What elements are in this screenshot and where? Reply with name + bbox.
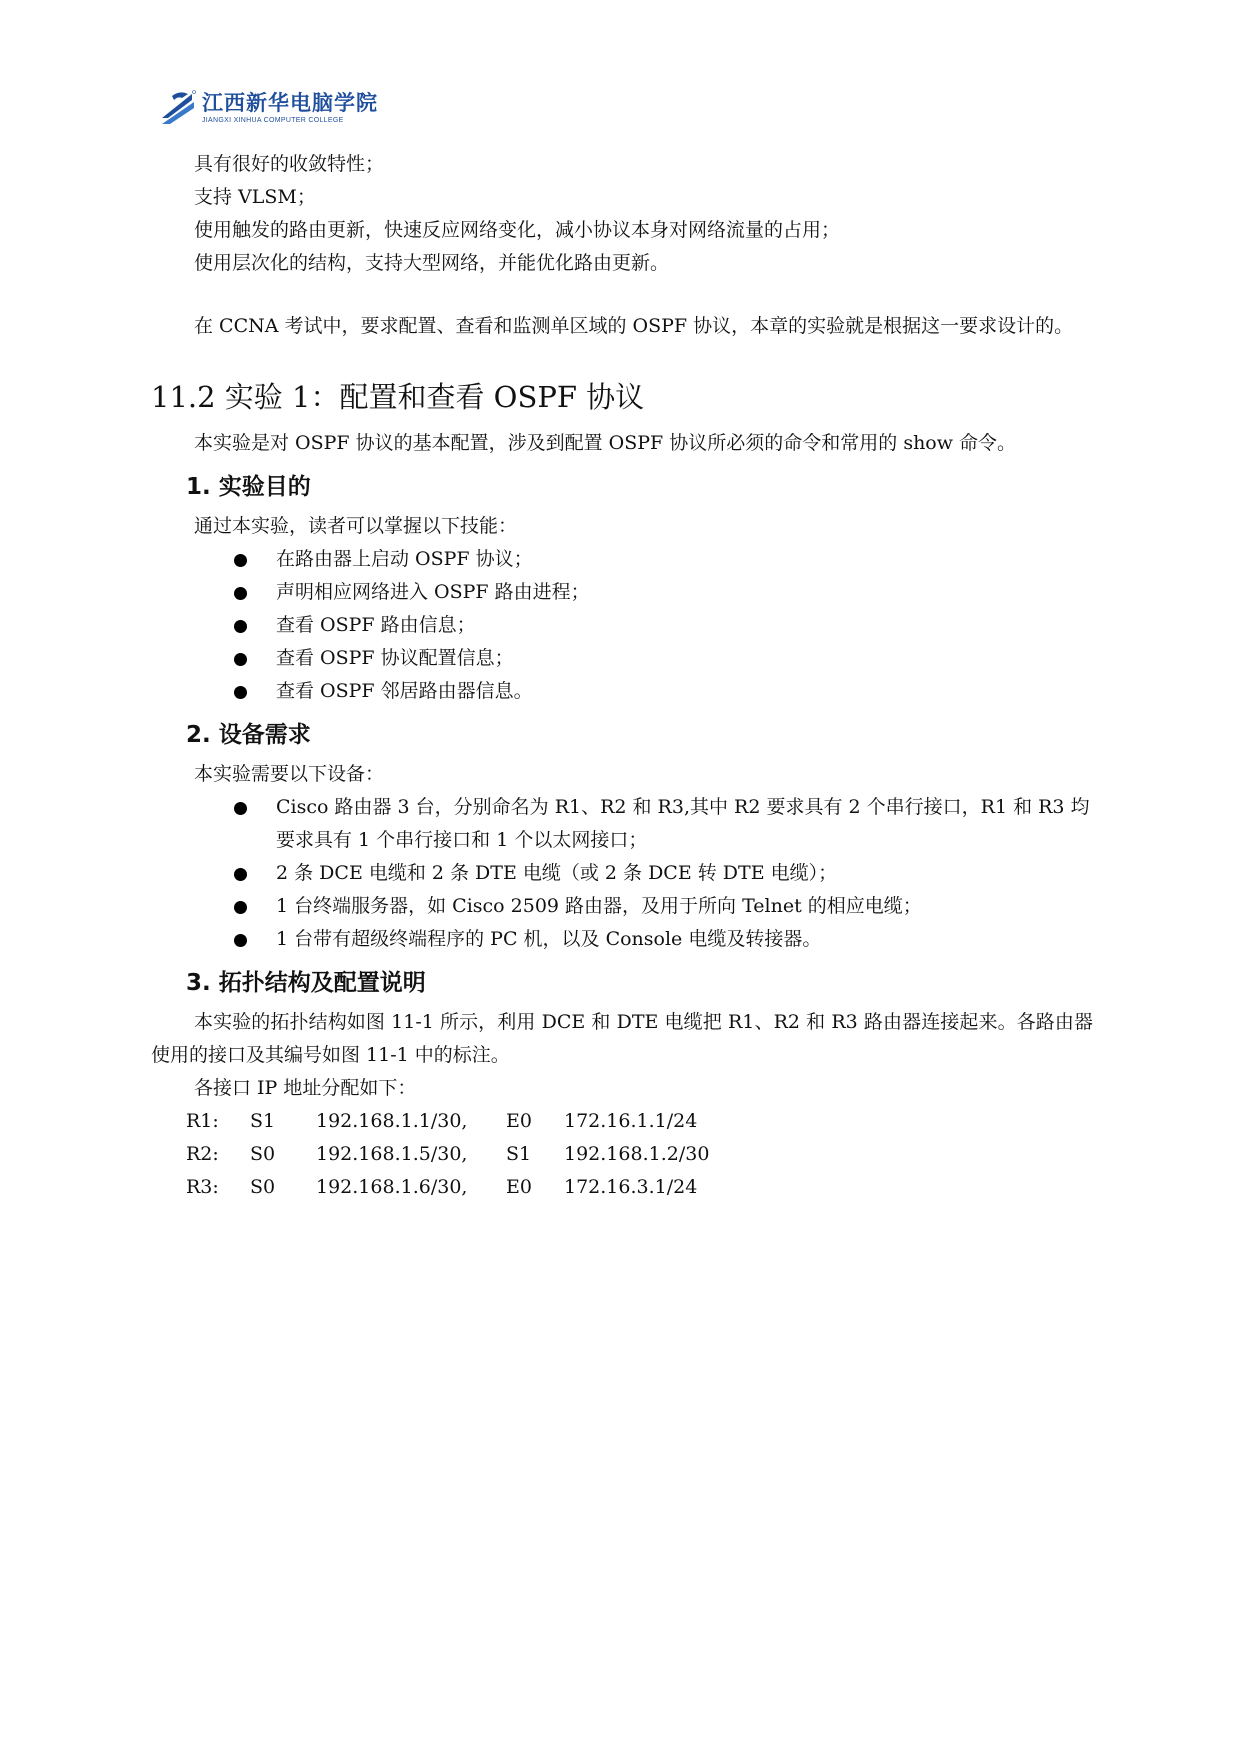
list-item: 在路由器上启动 OSPF 协议； xyxy=(231,543,1093,576)
ip-cell: 192.168.1.5/30, xyxy=(316,1143,468,1165)
router-cell: R2: xyxy=(186,1143,219,1165)
equipment-intro: 本实验需要以下设备： xyxy=(194,763,385,785)
ccna-paragraph: 在 CCNA 考试中，要求配置、查看和监测单区域的 OSPF 协议，本章的实验就是根据这一要求设计的。 xyxy=(194,315,1074,337)
equipment-heading: 2. 设备需求 xyxy=(186,722,311,748)
feature-line: 使用层次化的结构，支持大型网络，并能优化路由更新。 xyxy=(194,252,670,274)
topology-heading: 3. 拓扑结构及配置说明 xyxy=(186,970,426,996)
interface-cell: E0 xyxy=(506,1110,532,1132)
logo-english-name: JIANGXI XINHUA COMPUTER COLLEGE xyxy=(202,117,344,124)
interface-cell: S0 xyxy=(250,1143,276,1165)
goal-list xyxy=(151,543,1093,708)
ip-cell: 192.168.1.2/30 xyxy=(564,1143,710,1165)
ip-assignment-table xyxy=(186,1105,724,1204)
feature-line: 支持 VLSM； xyxy=(194,186,316,208)
list-item: 1 台终端服务器，如 Cisco 2509 路由器，及用于所向 Telnet 的相应电缆； xyxy=(231,890,1093,923)
interface-cell: S0 xyxy=(250,1176,276,1198)
ip-cell: 172.16.1.1/24 xyxy=(564,1110,698,1132)
ip-cell: 192.168.1.1/30, xyxy=(316,1110,468,1132)
list-item: Cisco 路由器 3 台，分别命名为 R1、R2 和 R3,其中 R2 要求具有 2 个串行接口，R1 和 R3 均要求具有 1 个串行接口和 1 个以太网接口； xyxy=(231,791,1093,857)
goal-heading: 1. 实验目的 xyxy=(186,474,311,500)
logo-chinese-name: 江西新华电脑学院 xyxy=(202,91,378,115)
interface-cell: E0 xyxy=(506,1176,532,1198)
feature-line: 使用触发的路由更新，快速反应网络变化，减小协议本身对网络流量的占用； xyxy=(194,219,841,241)
list-item: 查看 OSPF 邻居路由器信息。 xyxy=(231,675,1093,708)
logo-text xyxy=(202,90,378,125)
list-item: 2 条 DCE 电缆和 2 条 DTE 电缆（或 2 条 DCE 转 DTE 电缆）； xyxy=(231,857,1093,890)
interface-cell: S1 xyxy=(250,1110,276,1132)
table-row xyxy=(186,1171,724,1204)
topology-paragraph: 本实验的拓扑结构如图 11-1 所示，利用 DCE 和 DTE 电缆把 R1、R2 和 R3 路由器连接起来。各路由器使用的接口及其编号如图 11-1 中的标注。 xyxy=(151,1011,1093,1066)
feature-line: 具有很好的收敛特性； xyxy=(194,153,385,175)
section-intro: 本实验是对 OSPF 协议的基本配置，涉及到配置 OSPF 协议所必须的命令和常用的 show 命令。 xyxy=(194,432,1017,454)
ip-cell: 172.16.3.1/24 xyxy=(564,1176,698,1198)
table-row xyxy=(186,1138,724,1171)
feature-list xyxy=(151,148,1093,280)
document-body xyxy=(151,148,1093,1204)
equipment-list xyxy=(151,791,1093,956)
section-title: 11.2 实验 1：配置和查看 OSPF 协议 xyxy=(151,380,645,414)
router-cell: R3: xyxy=(186,1176,219,1198)
list-item: 查看 OSPF 路由信息； xyxy=(231,609,1093,642)
router-cell: R1: xyxy=(186,1110,219,1132)
list-item: 1 台带有超级终端程序的 PC 机，以及 Console 电缆及转接器。 xyxy=(231,923,1093,956)
interface-cell: S1 xyxy=(506,1143,532,1165)
ip-cell: 192.168.1.6/30, xyxy=(316,1176,468,1198)
table-row xyxy=(186,1105,724,1138)
list-item: 查看 OSPF 协议配置信息； xyxy=(231,642,1093,675)
list-item: 声明相应网络进入 OSPF 路由进程； xyxy=(231,576,1093,609)
college-logo-icon xyxy=(158,88,198,128)
ip-intro: 各接口 IP 地址分配如下： xyxy=(194,1077,417,1099)
goal-intro: 通过本实验，读者可以掌握以下技能： xyxy=(194,515,518,537)
